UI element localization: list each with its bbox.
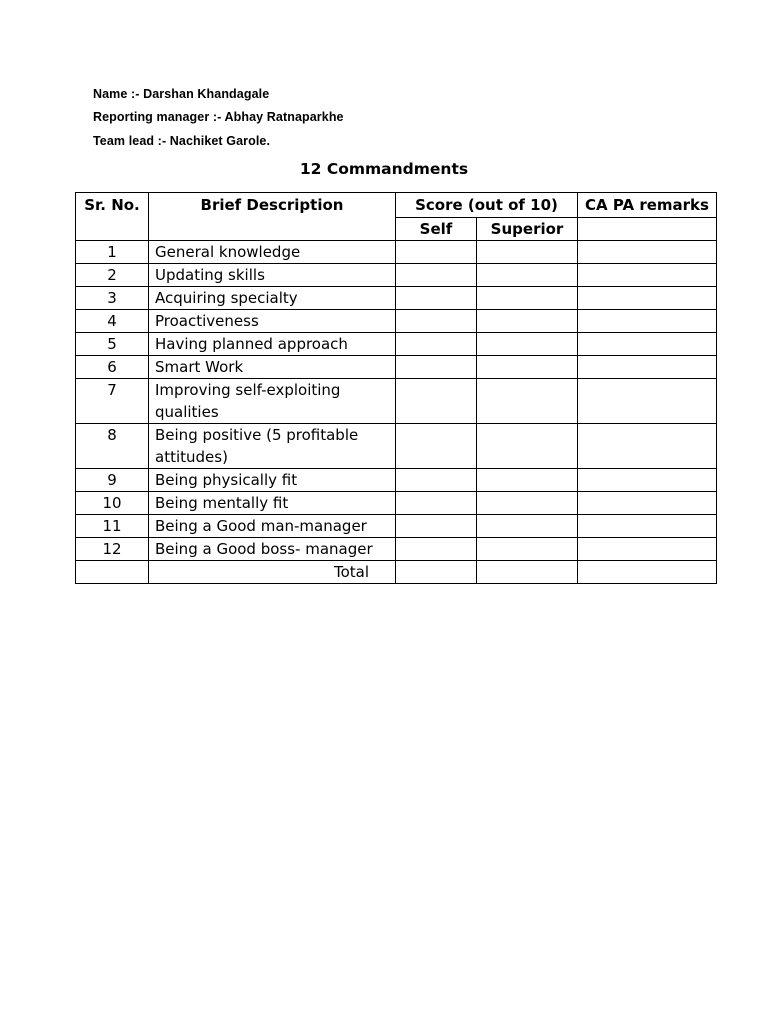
description-cell: Proactiveness (149, 310, 396, 333)
description-cell: Updating skills (149, 264, 396, 287)
table-row (76, 333, 717, 356)
ca-pa-remarks-header: CA PA remarks (578, 193, 717, 218)
remarks-cell[interactable] (578, 241, 717, 264)
superior-score-cell[interactable] (477, 310, 578, 333)
total-label: Total (149, 561, 396, 584)
total-sr-no-empty (76, 561, 149, 584)
document-title: 12 Commandments (299, 160, 469, 178)
table-row (76, 424, 717, 469)
team-lead: Team lead :- Nachiket Garole. (93, 134, 271, 148)
superior-total-cell[interactable] (477, 561, 578, 584)
self-score-cell[interactable] (396, 333, 477, 356)
sr-no-cell: 2 (76, 264, 149, 287)
sr-no-cell: 11 (76, 515, 149, 538)
table-row (76, 356, 717, 379)
table-row (76, 241, 717, 264)
superior-score-cell[interactable] (477, 538, 578, 561)
description-cell: Having planned approach (149, 333, 396, 356)
remarks-cell[interactable] (578, 538, 717, 561)
self-score-cell[interactable] (396, 287, 477, 310)
table-row (76, 469, 717, 492)
remarks-cell[interactable] (578, 264, 717, 287)
sr-no-cell: 9 (76, 469, 149, 492)
table-row (76, 264, 717, 287)
table-row (76, 515, 717, 538)
superior-score-cell[interactable] (477, 379, 578, 424)
self-score-cell[interactable] (396, 469, 477, 492)
brief-description-header: Brief Description (149, 193, 396, 241)
self-score-cell[interactable] (396, 424, 477, 469)
self-score-cell[interactable] (396, 379, 477, 424)
remarks-cell[interactable] (578, 379, 717, 424)
self-header: Self (396, 218, 477, 241)
description-cell: Improving self-exploiting qualities (149, 379, 396, 424)
remarks-cell[interactable] (578, 515, 717, 538)
superior-score-cell[interactable] (477, 515, 578, 538)
superior-score-cell[interactable] (477, 287, 578, 310)
remarks-cell[interactable] (578, 356, 717, 379)
description-cell: Being a Good man-manager (149, 515, 396, 538)
self-score-cell[interactable] (396, 356, 477, 379)
sr-no-cell: 5 (76, 333, 149, 356)
table-row (76, 287, 717, 310)
sr-no-cell: 7 (76, 379, 149, 424)
sr-no-cell: 8 (76, 424, 149, 469)
remarks-cell[interactable] (578, 492, 717, 515)
sr-no-cell: 12 (76, 538, 149, 561)
superior-score-cell[interactable] (477, 241, 578, 264)
score-header: Score (out of 10) (396, 193, 578, 218)
total-row (76, 561, 717, 584)
remarks-cell[interactable] (578, 287, 717, 310)
superior-score-cell[interactable] (477, 264, 578, 287)
superior-score-cell[interactable] (477, 333, 578, 356)
superior-score-cell[interactable] (477, 469, 578, 492)
self-score-cell[interactable] (396, 310, 477, 333)
sr-no-cell: 4 (76, 310, 149, 333)
header-row (76, 193, 717, 218)
remarks-cell[interactable] (578, 469, 717, 492)
description-cell: Smart Work (149, 356, 396, 379)
self-score-cell[interactable] (396, 538, 477, 561)
remarks-cell[interactable] (578, 310, 717, 333)
table-row (76, 538, 717, 561)
description-cell: Being physically fit (149, 469, 396, 492)
description-cell: Acquiring specialty (149, 287, 396, 310)
remarks-cell[interactable] (578, 333, 717, 356)
sr-no-cell: 3 (76, 287, 149, 310)
remarks-subheader-empty (578, 218, 717, 241)
sr-no-cell: 10 (76, 492, 149, 515)
remarks-cell[interactable] (578, 424, 717, 469)
sr-no-cell: 6 (76, 356, 149, 379)
self-score-cell[interactable] (396, 492, 477, 515)
self-score-cell[interactable] (396, 264, 477, 287)
remarks-total-cell[interactable] (578, 561, 717, 584)
commandments-table (75, 192, 717, 584)
superior-score-cell[interactable] (477, 424, 578, 469)
employee-name: Name :- Darshan Khandagale (93, 87, 270, 101)
table-row (76, 310, 717, 333)
sr-no-cell: 1 (76, 241, 149, 264)
description-cell: Being positive (5 profitable attitudes) (149, 424, 396, 469)
table-row (76, 379, 717, 424)
description-cell: General knowledge (149, 241, 396, 264)
table-row (76, 492, 717, 515)
description-cell: Being mentally fit (149, 492, 396, 515)
reporting-manager: Reporting manager :- Abhay Ratnaparkhe (93, 110, 344, 124)
superior-score-cell[interactable] (477, 492, 578, 515)
superior-score-cell[interactable] (477, 356, 578, 379)
description-cell: Being a Good boss- manager (149, 538, 396, 561)
self-score-cell[interactable] (396, 515, 477, 538)
self-total-cell[interactable] (396, 561, 477, 584)
self-score-cell[interactable] (396, 241, 477, 264)
sr-no-header: Sr. No. (76, 193, 149, 241)
superior-header: Superior (477, 218, 578, 241)
